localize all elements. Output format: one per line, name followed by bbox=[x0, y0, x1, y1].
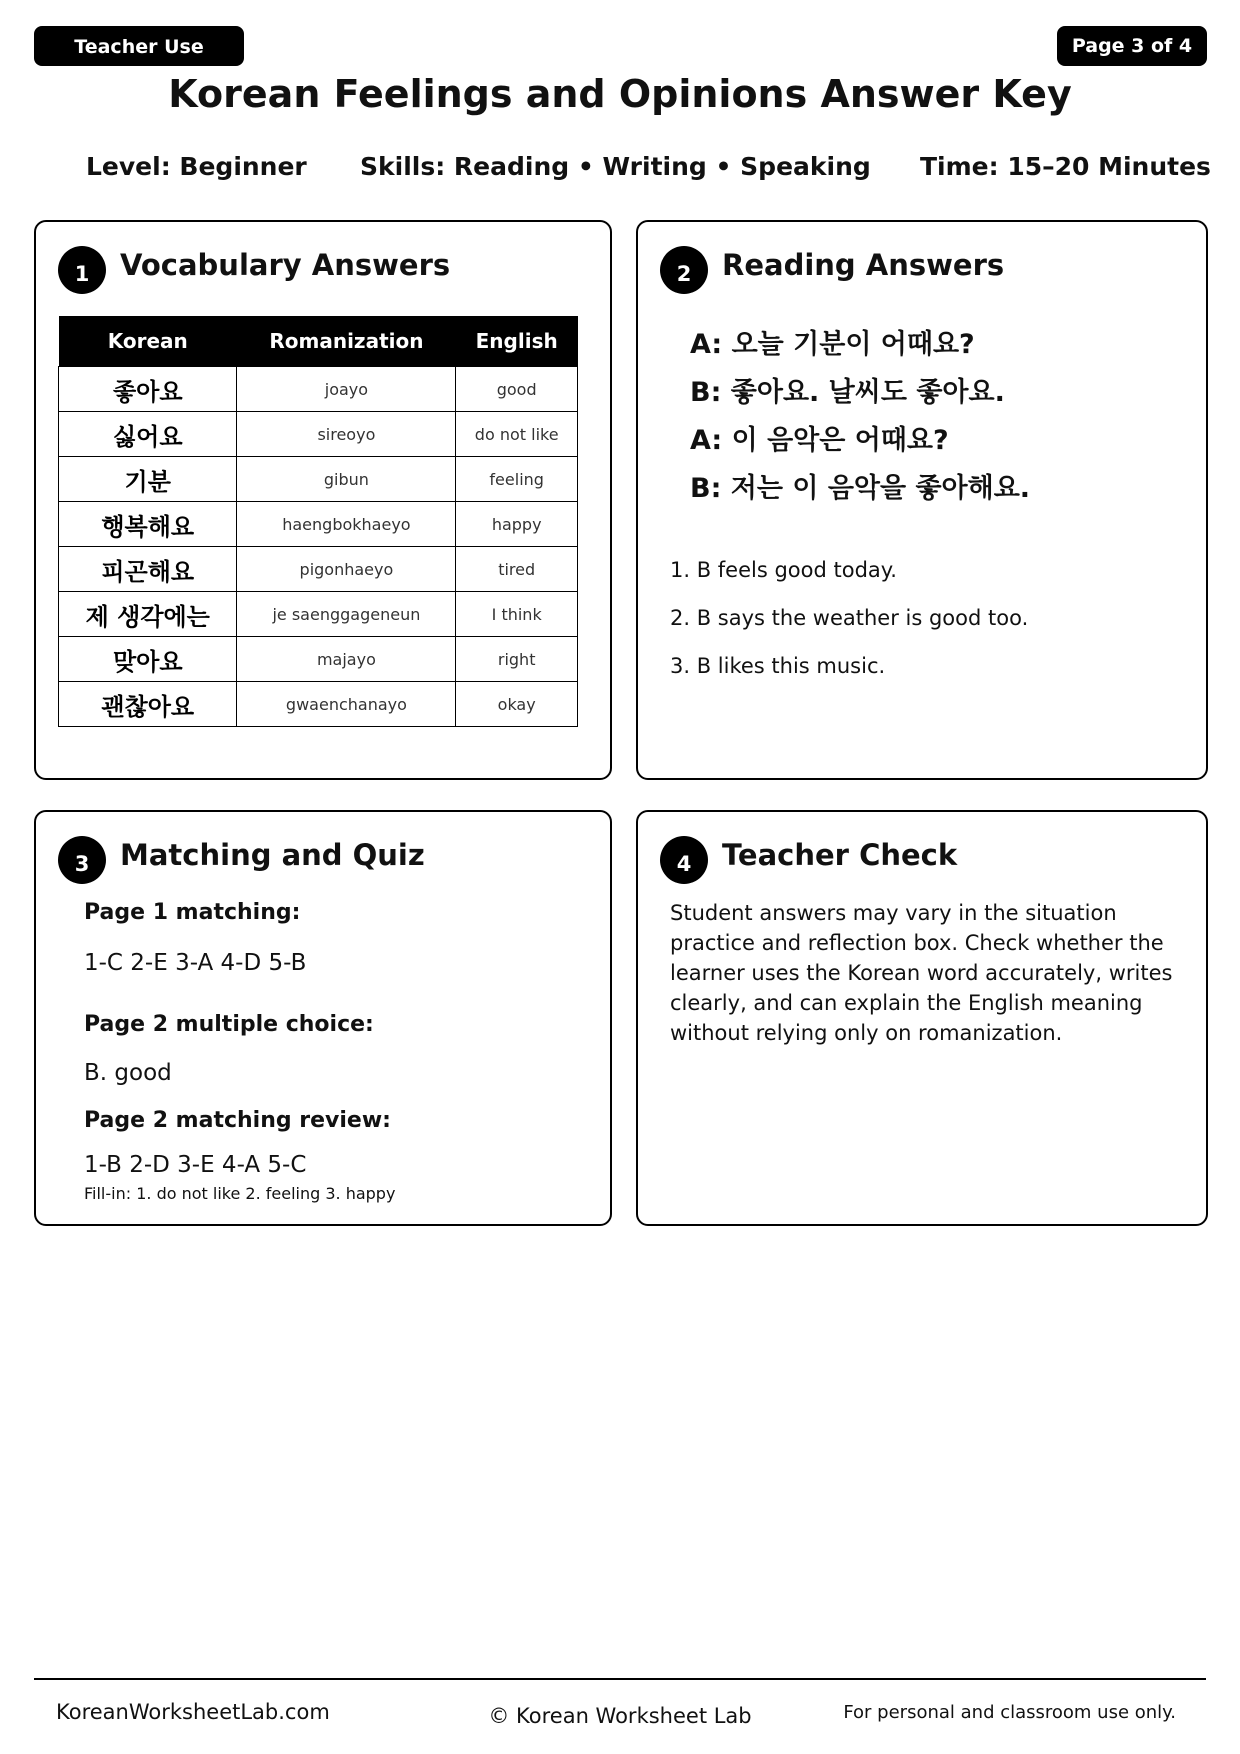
table-row bbox=[59, 502, 578, 547]
page-title: Korean Feelings and Opinions Answer Key bbox=[168, 72, 1072, 116]
footer-website: KoreanWorksheetLab.com bbox=[56, 1700, 330, 1724]
page1-matching-heading: Page 1 matching: bbox=[84, 900, 301, 925]
romanization-cell: majayo bbox=[237, 637, 456, 682]
english-cell: okay bbox=[456, 682, 578, 727]
footer-copyright: © Korean Worksheet Lab bbox=[488, 1704, 752, 1728]
korean-cell: 괜찮아요 bbox=[59, 682, 237, 727]
page2-mc-heading: Page 2 multiple choice: bbox=[84, 1012, 374, 1037]
page1-matching-answers: 1-C 2-E 3-A 4-D 5-B bbox=[84, 950, 307, 976]
page2-review-answers: 1-B 2-D 3-E 4-A 5-C bbox=[84, 1152, 307, 1178]
romanization-cell: joayo bbox=[237, 367, 456, 412]
dialog-line: A: 오늘 기분이 어때요? bbox=[690, 329, 975, 360]
column-header-korean: Korean bbox=[59, 316, 237, 367]
english-cell: happy bbox=[456, 502, 578, 547]
romanization-cell: pigonhaeyo bbox=[237, 547, 456, 592]
matching-quiz-card bbox=[34, 810, 612, 1226]
english-cell: right bbox=[456, 637, 578, 682]
romanization-cell: je saenggageneun bbox=[237, 592, 456, 637]
english-cell: I think bbox=[456, 592, 578, 637]
romanization-cell: haengbokhaeyo bbox=[237, 502, 456, 547]
english-cell: good bbox=[456, 367, 578, 412]
romanization-cell: gibun bbox=[237, 457, 456, 502]
vocabulary-answers-card bbox=[34, 220, 612, 780]
section-title: Teacher Check bbox=[722, 838, 958, 872]
korean-cell: 맞아요 bbox=[59, 637, 237, 682]
section-number: 1 bbox=[58, 246, 106, 294]
dialog-line: B: 저는 이 음악을 좋아해요. bbox=[690, 473, 1031, 504]
korean-cell: 제 생각에는 bbox=[59, 592, 237, 637]
korean-cell: 좋아요 bbox=[59, 367, 237, 412]
section-number: 3 bbox=[58, 836, 106, 884]
section-title: Reading Answers bbox=[722, 248, 1005, 282]
reading-answer: 1. B feels good today. bbox=[670, 558, 897, 582]
reading-answer: 2. B says the weather is good too. bbox=[670, 606, 1029, 630]
english-cell: feeling bbox=[456, 457, 578, 502]
teacher-check-card bbox=[636, 810, 1208, 1226]
english-cell: tired bbox=[456, 547, 578, 592]
teacher-check-text: Student answers may vary in the situation practice and reflection box. Check whether the learner uses the Korean word accurately, writes clearly, and can explain the English meaning without relying only on romanization. bbox=[670, 901, 1173, 1045]
page2-mc-answer: B. good bbox=[84, 1060, 172, 1086]
korean-cell: 행복해요 bbox=[59, 502, 237, 547]
table-row bbox=[59, 457, 578, 502]
section-number: 4 bbox=[660, 836, 708, 884]
teacher-use-badge: Teacher Use bbox=[34, 26, 244, 66]
table-row bbox=[59, 547, 578, 592]
footer-divider bbox=[34, 1678, 1206, 1680]
footer-usage-note: For personal and classroom use only. bbox=[843, 1702, 1176, 1723]
skills-info: Skills: Reading • Writing • Speaking bbox=[360, 152, 871, 181]
section-number: 2 bbox=[660, 246, 708, 294]
section-title: Matching and Quiz bbox=[120, 838, 425, 872]
level-info: Level: Beginner bbox=[86, 152, 307, 181]
dialog-line: B: 좋아요. 날씨도 좋아요. bbox=[690, 377, 1005, 408]
table-row bbox=[59, 367, 578, 412]
column-header-english: English bbox=[456, 316, 578, 367]
page-indicator: Page 3 of 4 bbox=[1057, 26, 1207, 66]
vocabulary-table bbox=[58, 316, 578, 727]
fill-in-answers: Fill-in: 1. do not like 2. feeling 3. happy bbox=[84, 1184, 396, 1203]
korean-cell: 싫어요 bbox=[59, 412, 237, 457]
table-row bbox=[59, 412, 578, 457]
korean-cell: 피곤해요 bbox=[59, 547, 237, 592]
romanization-cell: sireoyo bbox=[237, 412, 456, 457]
romanization-cell: gwaenchanayo bbox=[237, 682, 456, 727]
dialog-line: A: 이 음악은 어때요? bbox=[690, 425, 949, 456]
table-row bbox=[59, 682, 578, 727]
column-header-romanization: Romanization bbox=[237, 316, 456, 367]
korean-cell: 기분 bbox=[59, 457, 237, 502]
reading-answers-card bbox=[636, 220, 1208, 780]
reading-answer: 3. B likes this music. bbox=[670, 654, 886, 678]
page2-review-heading: Page 2 matching review: bbox=[84, 1108, 391, 1133]
table-header-row bbox=[59, 316, 578, 367]
table-row bbox=[59, 592, 578, 637]
time-info: Time: 15–20 Minutes bbox=[920, 152, 1211, 181]
table-row bbox=[59, 637, 578, 682]
section-title: Vocabulary Answers bbox=[120, 248, 451, 282]
english-cell: do not like bbox=[456, 412, 578, 457]
